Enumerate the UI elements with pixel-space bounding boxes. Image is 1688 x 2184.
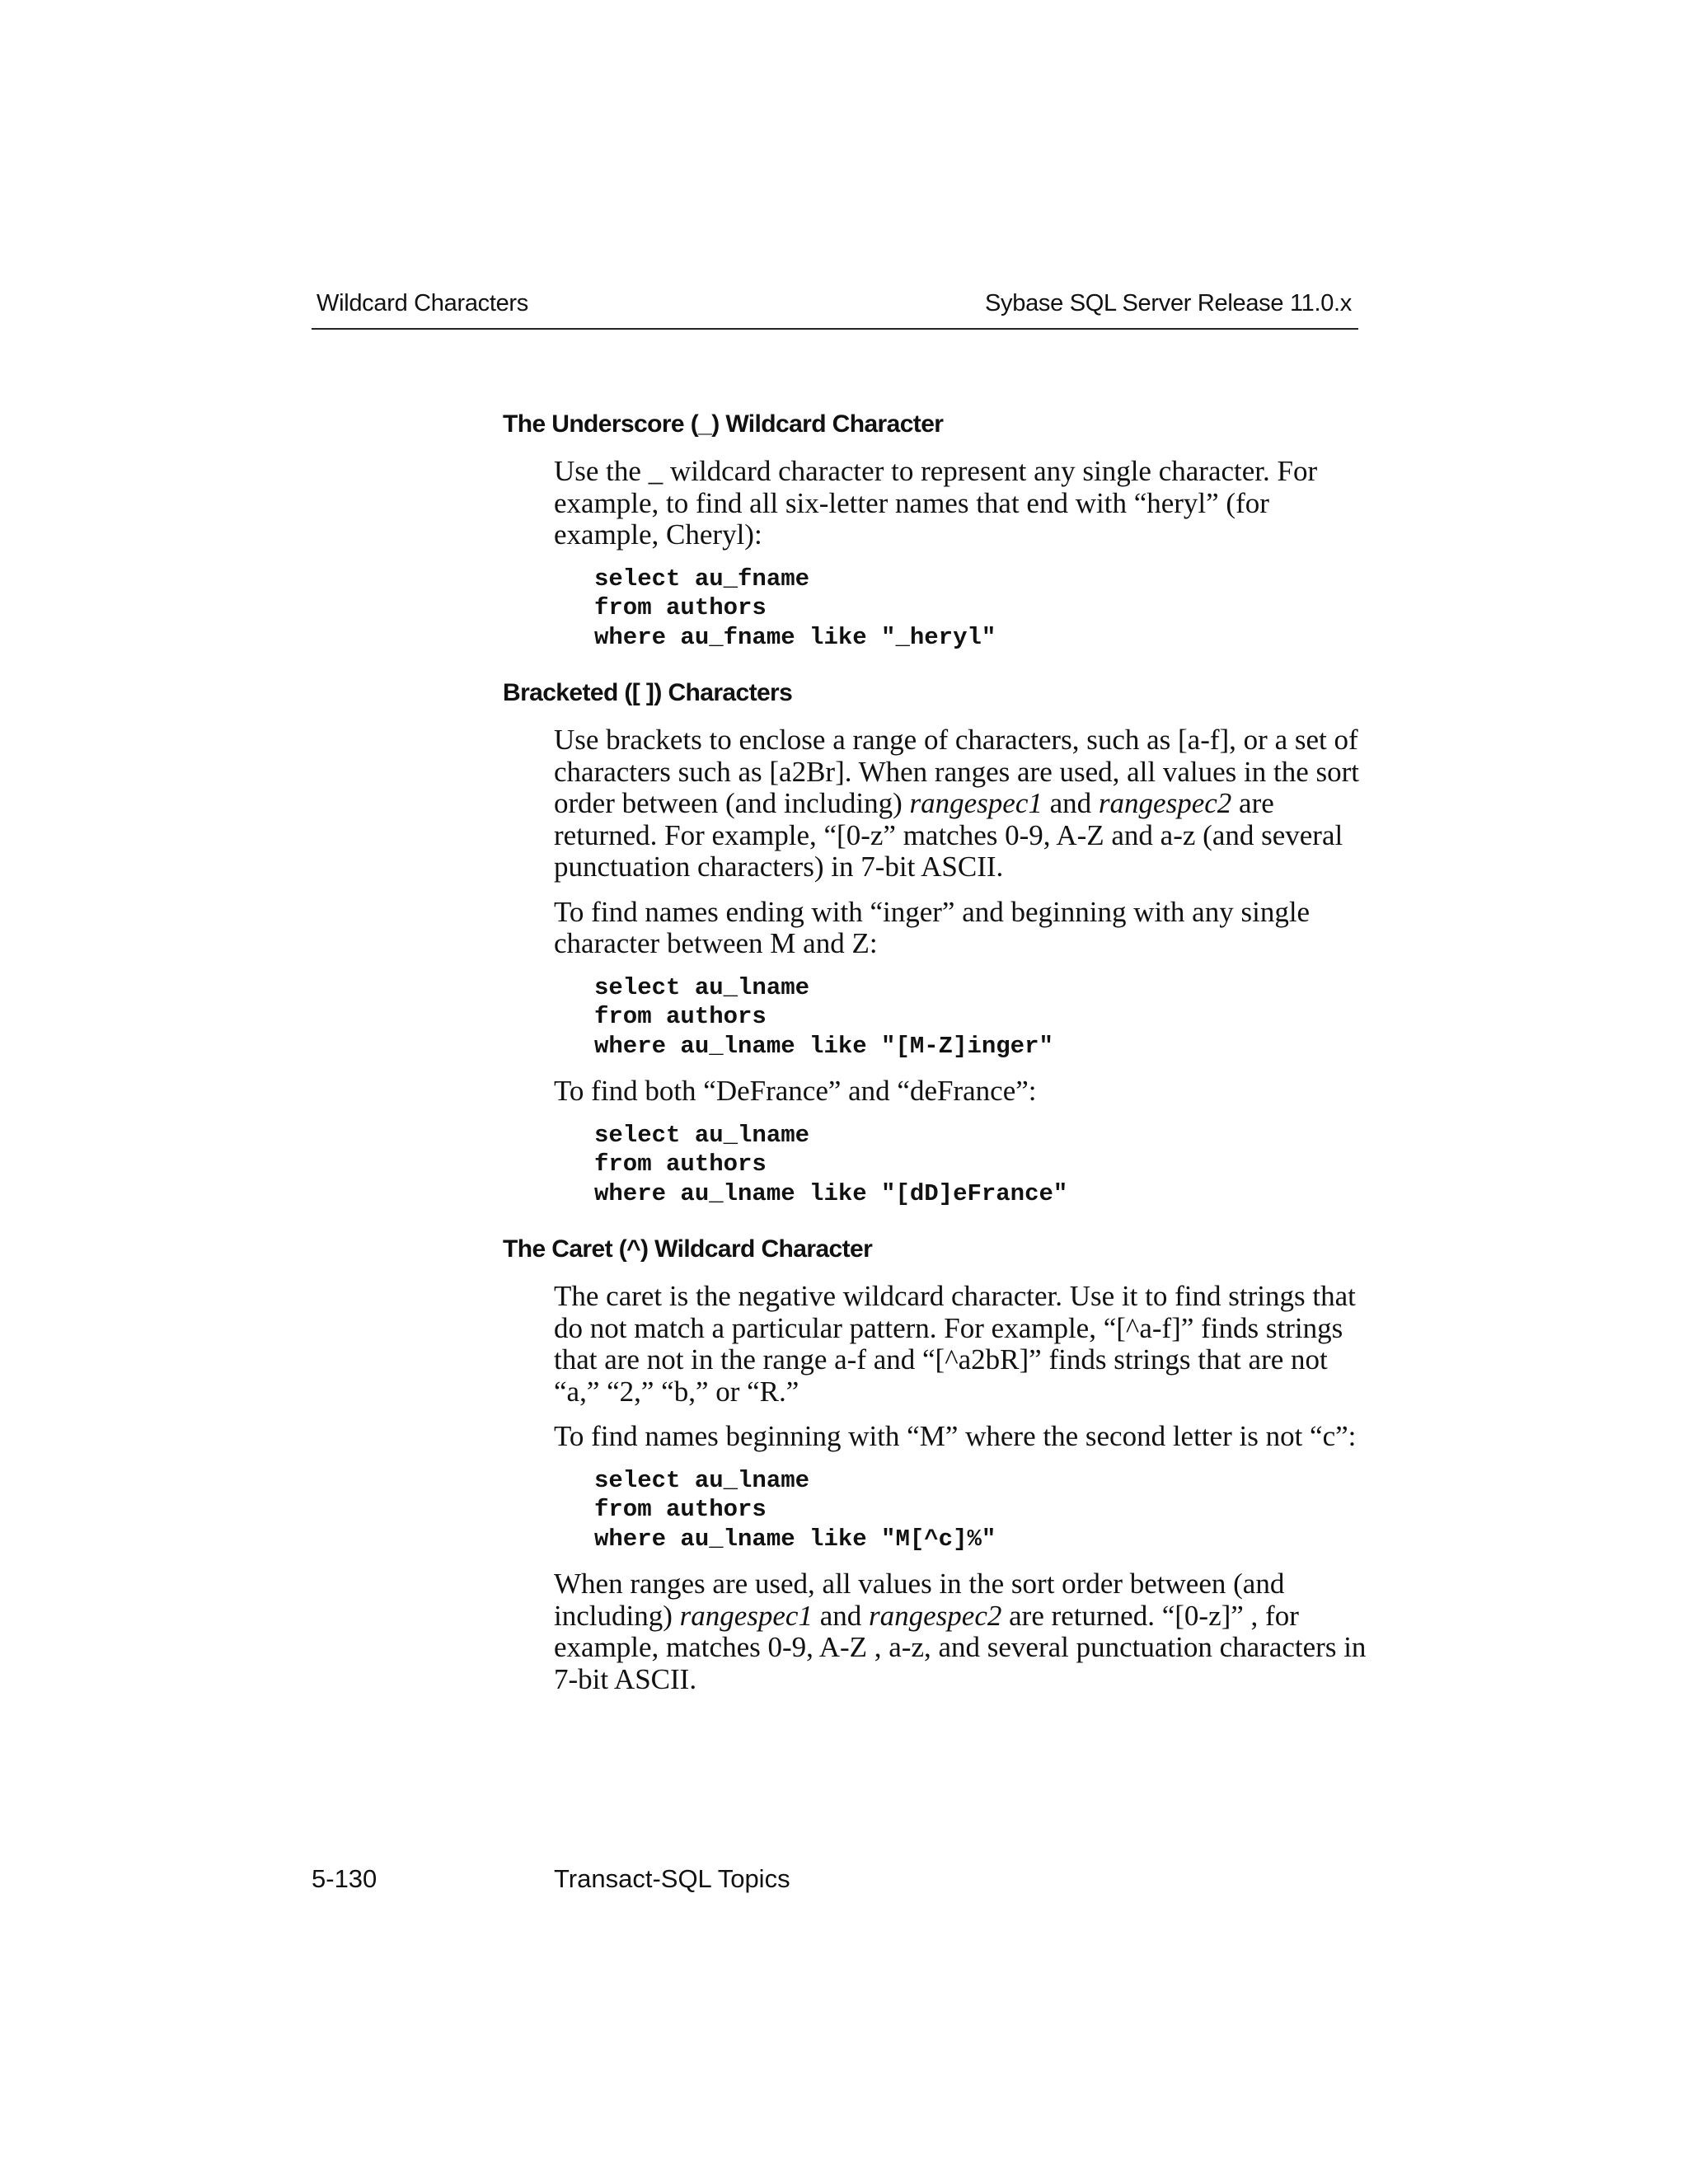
text-run: are returned. “[0-z]” , for example, matches 0-9, A-Z , a-z, and several punctuation characters in 7-bit ASCII. [554,1599,1367,1695]
header-chapter-title: Wildcard Characters [316,290,528,316]
text-run: and [1042,787,1099,819]
italic-term: rangespec1 [679,1599,813,1632]
footer-book-title: Transact-SQL Topics [554,1864,790,1893]
italic-term: rangespec2 [869,1599,1002,1632]
italic-term: rangespec2 [1098,787,1232,819]
running-header [312,288,1358,330]
section-caret-wildcard [503,1233,1368,1695]
paragraph: To find names beginning with “M” where the second letter is not “c”: [554,1420,1357,1452]
page-number: 5-130 [312,1864,377,1893]
section-heading: The Caret (^) Wildcard Character [503,1235,873,1263]
text-run: When ranges are used, all values in the sort order between (and including) [554,1568,1285,1632]
paragraph: Use the _ wildcard character to represent any single character. For example, to find all six-letter names that end with “heryl” (for example, Cheryl): [554,455,1318,551]
italic-term: rangespec1 [909,787,1043,819]
text-run: Use brackets to enclose a range of characters, such as [a-f], or a set of characters such as [a2Br]. When ranges are used, all values in the sort order between (and including) [554,724,1360,819]
section-heading: The Underscore (_) Wildcard Character [503,410,944,438]
paragraph [554,1568,1378,1695]
code-example: select au_lname from authors where au_lname like "M[^c]%" [594,1466,996,1553]
main-content [503,408,1368,1708]
code-example: select au_lname from authors where au_lname like "[dD]eFrance" [594,1121,1068,1207]
code-example: select au_fname from authors where au_fname like "_heryl" [594,565,996,651]
code-example: select au_lname from authors where au_lname like "[M-Z]inger" [594,973,1053,1060]
paragraph: The caret is the negative wildcard character. Use it to find strings that do not match a particular pattern. For example, “[^a-f]” finds strings that are not in the range a-f and “[^a2bR]” finds strings that are not “a,” “2,” “b,” or “R.” [554,1280,1356,1408]
text-run: and [812,1599,870,1632]
section-heading: Bracketed ([ ]) Characters [503,679,793,706]
paragraph [554,724,1378,883]
header-product-release: Sybase SQL Server Release 11.0.x [985,290,1352,316]
paragraph: To find names ending with “inger” and beginning with any single character between M and Z: [554,895,1311,959]
section-bracketed-characters [503,677,1368,1208]
section-underscore-wildcard [503,408,1368,652]
text-run: are returned. For example, “[0-z” matches 0-9, A-Z and a-z (and several punctuation characters) in 7-bit ASCII. [554,787,1343,883]
paragraph: To find both “DeFrance” and “deFrance”: [554,1075,1037,1107]
